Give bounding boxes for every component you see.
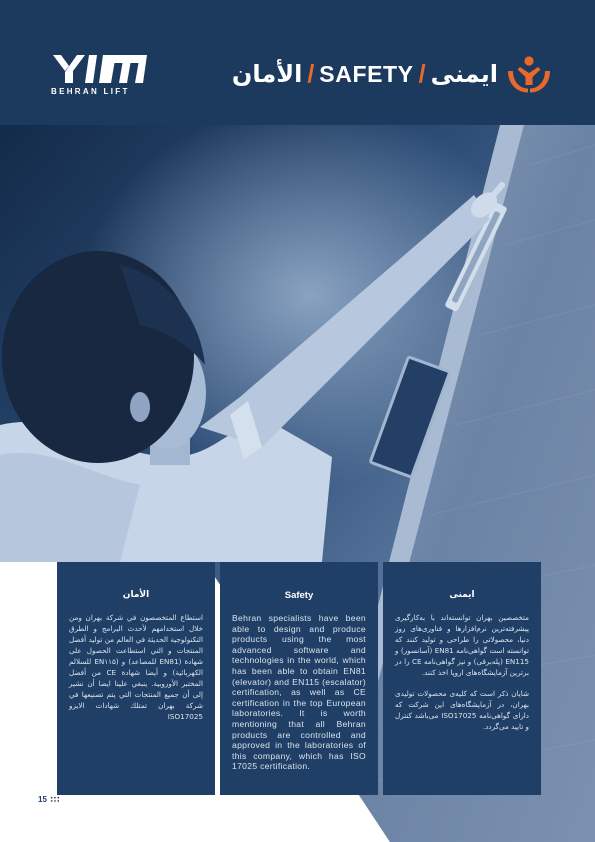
persian-safety-panel <box>383 562 541 795</box>
page-header <box>0 0 595 125</box>
panel-body-text: Behran specialists have been able to design and produce products using the most advanced software and technologies in the world, which has been able to obtain EN81 (elevator) and EN115 (escalator) certification, as well as CE certification in the top European laboratories. It is worth mentioning that all Behran products are controlled and approved in the laboratories of this company, which has ISO 17025 certification. <box>232 613 366 772</box>
behran-lift-logo <box>51 55 147 96</box>
page-number-text: 15 <box>38 795 47 804</box>
panel-title: Safety <box>284 590 314 601</box>
english-safety-panel <box>220 562 378 795</box>
title-arabic: الأمان <box>231 60 303 88</box>
dot-grid-icon <box>50 796 60 803</box>
logo-wordmark: BEHRAN LIFT <box>51 87 130 96</box>
safety-hands-icon <box>507 54 551 94</box>
page-title <box>232 54 551 94</box>
panel-body-text: شایان ذکر است که کلیه‌ی محصولات تولیدی بهران، در آزمایشگاه‌های این شرکت که دارای گواهی‌نامه ISO17025 می‌باشد کنترل و تایید می‌گردد. <box>395 689 530 731</box>
arabic-safety-panel <box>57 562 215 795</box>
title-separator: / <box>307 59 315 88</box>
panel-title: الأمان <box>122 590 150 600</box>
title-separator: / <box>418 59 426 88</box>
logo-mark-icon <box>51 55 147 83</box>
panel-body-text: متخصصین بهران توانسته‌اند با به‌کارگیری پیشرفته‌ترین نرم‌افزارها و فناوری‌های روز دنیا، محصولاتی را طراحی و تولید کنند که توانسته است گواهی‌نامه EN81 (آسانسور) و EN115 (پله‌برقی) و نیز گواهی‌نامه CE را در برترین آزمایشگاه‌های اروپا اخذ کنند. <box>395 613 529 677</box>
title-persian: ایمنی <box>430 60 498 88</box>
panel-body-text: استطاع المتخصصون في شركة بهران ومن خلال استخدامهم لأحدث البرامج و الطرق التكنولوجية الحديثة في العالم من تولید أفضل المنتجات و التي استطاعت الحصول على شهادة (EN81 للمصاعد) و (EN۱۱۵ للسلالم الكهربائية) و أيضا شهادة CE من أفضل المختبر الأوروبية. ينبغي علينا ايضا أن نشير إلى أن جميع المنتجات التي يتم تصنيعها في شركة بهران تمتلك شهادات الايزو ISO17025 <box>69 613 203 721</box>
panel-title: ایمنی <box>449 590 475 600</box>
page-number <box>38 795 60 804</box>
title-english: SAFETY <box>319 60 414 87</box>
